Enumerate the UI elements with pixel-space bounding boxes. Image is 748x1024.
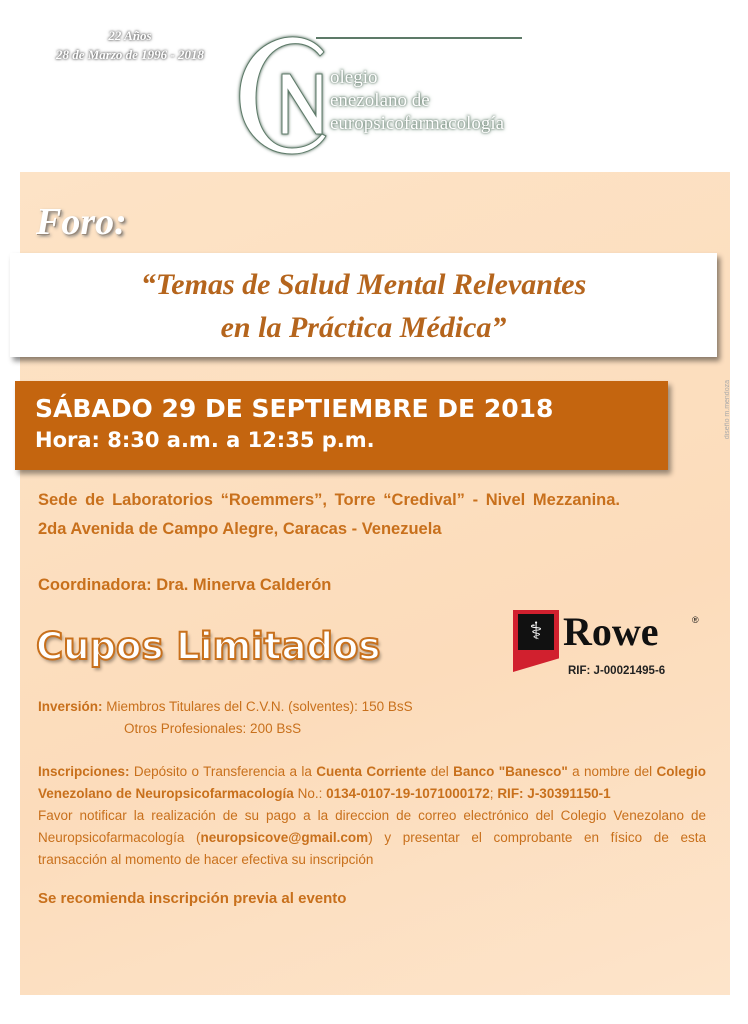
event-time: Hora: 8:30 a.m. a 12:35 p.m. bbox=[35, 428, 375, 452]
registration-rif: RIF: J-30391150-1 bbox=[497, 786, 611, 801]
title-line-1: “Temas de Salud Mental Relevantes bbox=[140, 268, 587, 301]
bank-name: Banco "Banesco" bbox=[453, 764, 568, 779]
event-date-box bbox=[15, 381, 668, 470]
registration-text: Favor notificar la realización de su pago a la direccion de correo electrónico del Colegio Venezolano de Neuropsicofarmacología ( bbox=[38, 808, 706, 845]
registration-text: del bbox=[430, 764, 449, 779]
account-number: 0134-0107-19-1071000172 bbox=[326, 786, 490, 801]
registration-label: Inscripciones: bbox=[38, 764, 130, 779]
pharmacy-bowl-icon: ⚕ bbox=[518, 614, 554, 650]
logo-n-shape bbox=[282, 74, 322, 134]
registered-mark: ® bbox=[692, 615, 699, 625]
foro-label: Foro: bbox=[36, 201, 127, 243]
event-date: SÁBADO 29 DE SEPTIEMBRE DE 2018 bbox=[35, 394, 554, 423]
logo-cn-monogram bbox=[232, 30, 332, 160]
contact-email[interactable]: neuropsicove@gmail.com bbox=[200, 830, 369, 845]
investment-members: Miembros Titulares del C.V.N. (solventes): 150 BsS bbox=[106, 699, 413, 714]
registration-info bbox=[38, 761, 706, 871]
account-holder: Colegio Venezolano de Neuropsicofarmacología bbox=[38, 764, 706, 801]
investment-others: Otros Profesionales: 200 BsS bbox=[124, 721, 302, 736]
logo-line-1: olegio bbox=[330, 67, 378, 88]
sponsor-name: Rowe bbox=[563, 609, 659, 654]
investment-label: Inversión: bbox=[38, 699, 103, 714]
investment bbox=[38, 696, 706, 740]
logo-line-3: europsicofarmacología bbox=[330, 113, 505, 134]
sponsor-rif: RIF: J-00021495-6 bbox=[568, 665, 666, 677]
registration-text: ; bbox=[489, 786, 494, 801]
venue-address: Sede de Laboratorios “Roemmers”, Torre “Credival” - Nivel Mezzanina. 2da Avenida de Campo Alegre, Caracas - Venezuela bbox=[38, 491, 620, 538]
logo-line-2: enezolano de bbox=[330, 90, 430, 111]
recommendation: Se recomienda inscripción previa al evento bbox=[38, 890, 347, 907]
title-box bbox=[10, 253, 717, 357]
title-line-2: en la Práctica Médica” bbox=[220, 311, 507, 344]
logo-rule bbox=[316, 37, 522, 39]
anniversary-dates: 28 de Marzo de 1996 - 2018 bbox=[55, 47, 205, 62]
registration-text: Depósito o Transferencia a la bbox=[133, 764, 312, 779]
registration-text: a nombre del bbox=[572, 764, 653, 779]
registration-text: No.: bbox=[297, 786, 323, 801]
registration-text: ) y presentar el comprobante en físico de esta transacción al momento de hacer efectiva su inscripción bbox=[38, 830, 706, 867]
coordinator: Coordinadora: Dra. Minerva Calderón bbox=[38, 576, 332, 594]
anniversary-years: 22 Años bbox=[108, 28, 152, 43]
account-type: Cuenta Corriente bbox=[316, 764, 427, 779]
details-column bbox=[38, 486, 706, 909]
design-credit: diseño m.mendoza bbox=[724, 380, 731, 440]
limited-seats: Cupos Limitados bbox=[36, 625, 381, 668]
